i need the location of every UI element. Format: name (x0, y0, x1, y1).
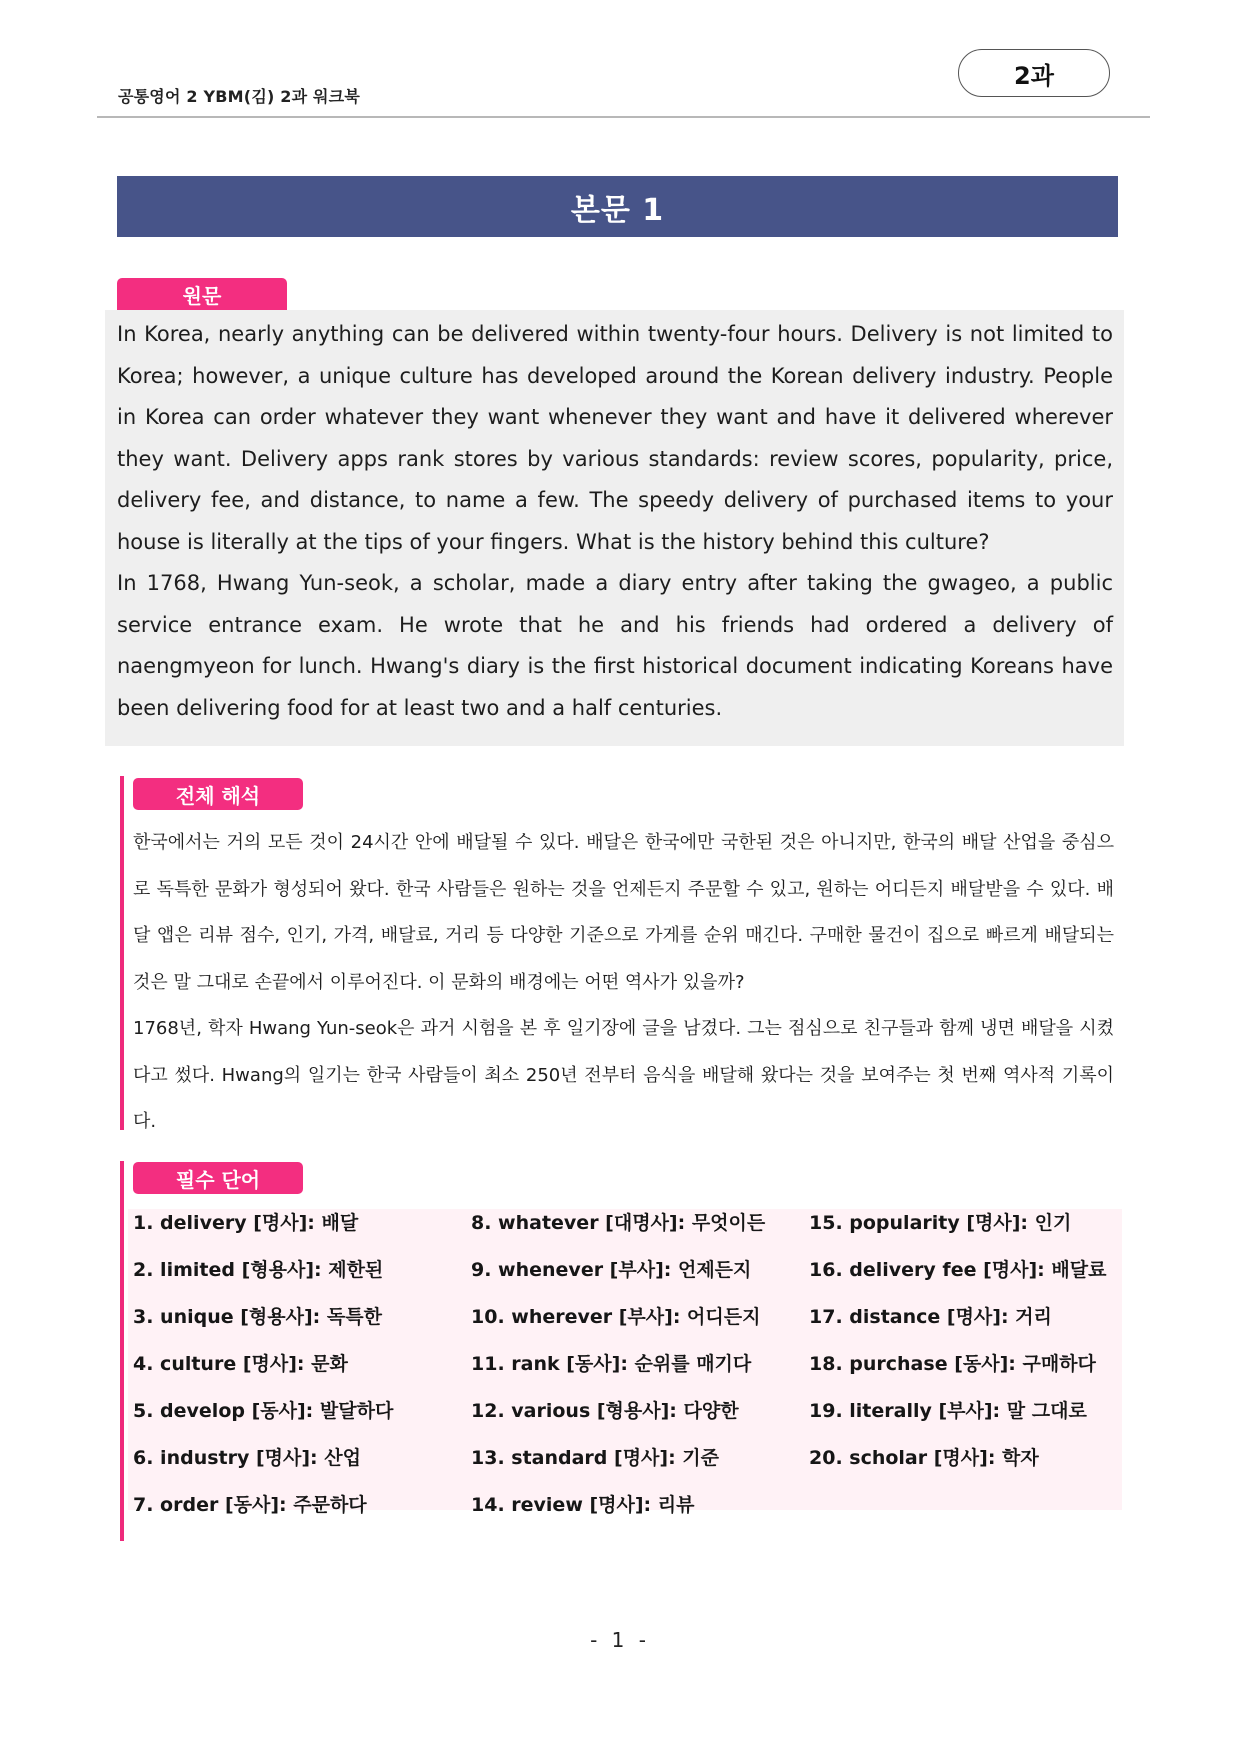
vocab-item: 1. delivery [명사]: 배달 (133, 1212, 359, 1234)
vocab-item: 10. wherever [부사]: 어디든지 (471, 1306, 761, 1328)
vocab-item: 11. rank [동사]: 순위를 매기다 (471, 1353, 752, 1375)
translation-tag: 전체 해석 (133, 778, 303, 810)
page-number: - 1 - (590, 1628, 650, 1652)
vocab-column-2 (471, 1210, 765, 1539)
document-title: 공통영어 2 YBM(김) 2과 워크북 (118, 87, 360, 106)
original-text-tag: 원문 (117, 278, 287, 310)
vocab-item: 19. literally [부사]: 말 그대로 (809, 1400, 1087, 1422)
vocab-tag: 필수 단어 (133, 1162, 303, 1194)
vocab-item: 2. limited [형용사]: 제한된 (133, 1259, 384, 1281)
original-paragraph: In Korea, nearly anything can be delivered within twenty-four hours. Delivery is not limited to Korea; however, a unique culture has developed around the Korean delivery industry. People in Korea can order whatever they want whenever they want and have it delivered wherever they want. Delivery apps rank stores by various standards: review scores, popularity, price, delivery fee, and distance, to name a few. The speedy delivery of purchased items to your house is literally at the tips of your fingers. What is the history behind this culture? (117, 322, 1113, 554)
translation-paragraph: 한국에서는 거의 모든 것이 24시간 안에 배달될 수 있다. 배달은 한국에만 국한된 것은 아니지만, 한국의 배달 산업을 중심으로 독특한 문화가 형성되어 왔다. 한국 사람들은 원하는 것을 언제든지 주문할 수 있고, 원하는 어디든지 배달받을 수 있다. 배달 앱은 리뷰 점수, 인기, 가격, 배달료, 거리 등 다양한 기준으로 가게를 순위 매긴다. 구매한 물건이 집으로 빠르게 배달되는 것은 말 그대로 손끝에서 이루어진다. 이 문화의 배경에는 어떤 역사가 있을까? (133, 832, 1114, 993)
lesson-badge: 2과 (958, 49, 1110, 97)
original-text (117, 314, 1113, 729)
vocab-item: 16. delivery fee [명사]: 배달료 (809, 1259, 1107, 1281)
vocab-item: 8. whatever [대명사]: 무엇이든 (471, 1212, 766, 1234)
translation-paragraph: 1768년, 학자 Hwang Yun-seok은 과거 시험을 본 후 일기장에 글을 남겼다. 그는 점심으로 친구들과 함께 냉면 배달을 시켰다고 썼다. Hwang의 일기는 한국 사람들이 최소 250년 전부터 음식을 배달해 왔다는 것을 보여주는 첫 번째 역사적 기록이다. (133, 1018, 1114, 1132)
vocab-item: 4. culture [명사]: 문화 (133, 1353, 348, 1375)
translation-text (133, 820, 1114, 1146)
vocab-column-3 (809, 1210, 1106, 1492)
vocab-item: 6. industry [명사]: 산업 (133, 1447, 361, 1469)
vocab-accent-bar (120, 1161, 124, 1541)
vocab-item: 7. order [동사]: 주문하다 (133, 1494, 367, 1516)
vocab-item: 9. whenever [부사]: 언제든지 (471, 1259, 752, 1281)
vocab-item: 12. various [형용사]: 다양한 (471, 1400, 739, 1422)
vocab-item: 18. purchase [동사]: 구매하다 (809, 1353, 1096, 1375)
vocab-item: 17. distance [명사]: 거리 (809, 1306, 1052, 1328)
header-divider (97, 116, 1150, 118)
section-title-banner: 본문 1 (117, 176, 1118, 237)
original-paragraph: In 1768, Hwang Yun-seok, a scholar, made a diary entry after taking the gwageo, a public service entrance exam. He wrote that he and his friends had ordered a delivery of naengmyeon for lunch. Hwang's diary is the first historical document indicating Koreans have been delivering food for at least two and a half centuries. (117, 571, 1113, 720)
vocab-item: 13. standard [명사]: 기준 (471, 1447, 720, 1469)
vocab-item: 3. unique [형용사]: 독특한 (133, 1306, 382, 1328)
vocab-item: 15. popularity [명사]: 인기 (809, 1212, 1072, 1234)
vocab-item: 14. review [명사]: 리뷰 (471, 1494, 695, 1516)
translation-accent-bar (120, 776, 124, 1130)
vocab-item: 20. scholar [명사]: 학자 (809, 1447, 1039, 1469)
vocab-item: 5. develop [동사]: 발달하다 (133, 1400, 394, 1422)
vocab-column-1 (133, 1210, 393, 1539)
